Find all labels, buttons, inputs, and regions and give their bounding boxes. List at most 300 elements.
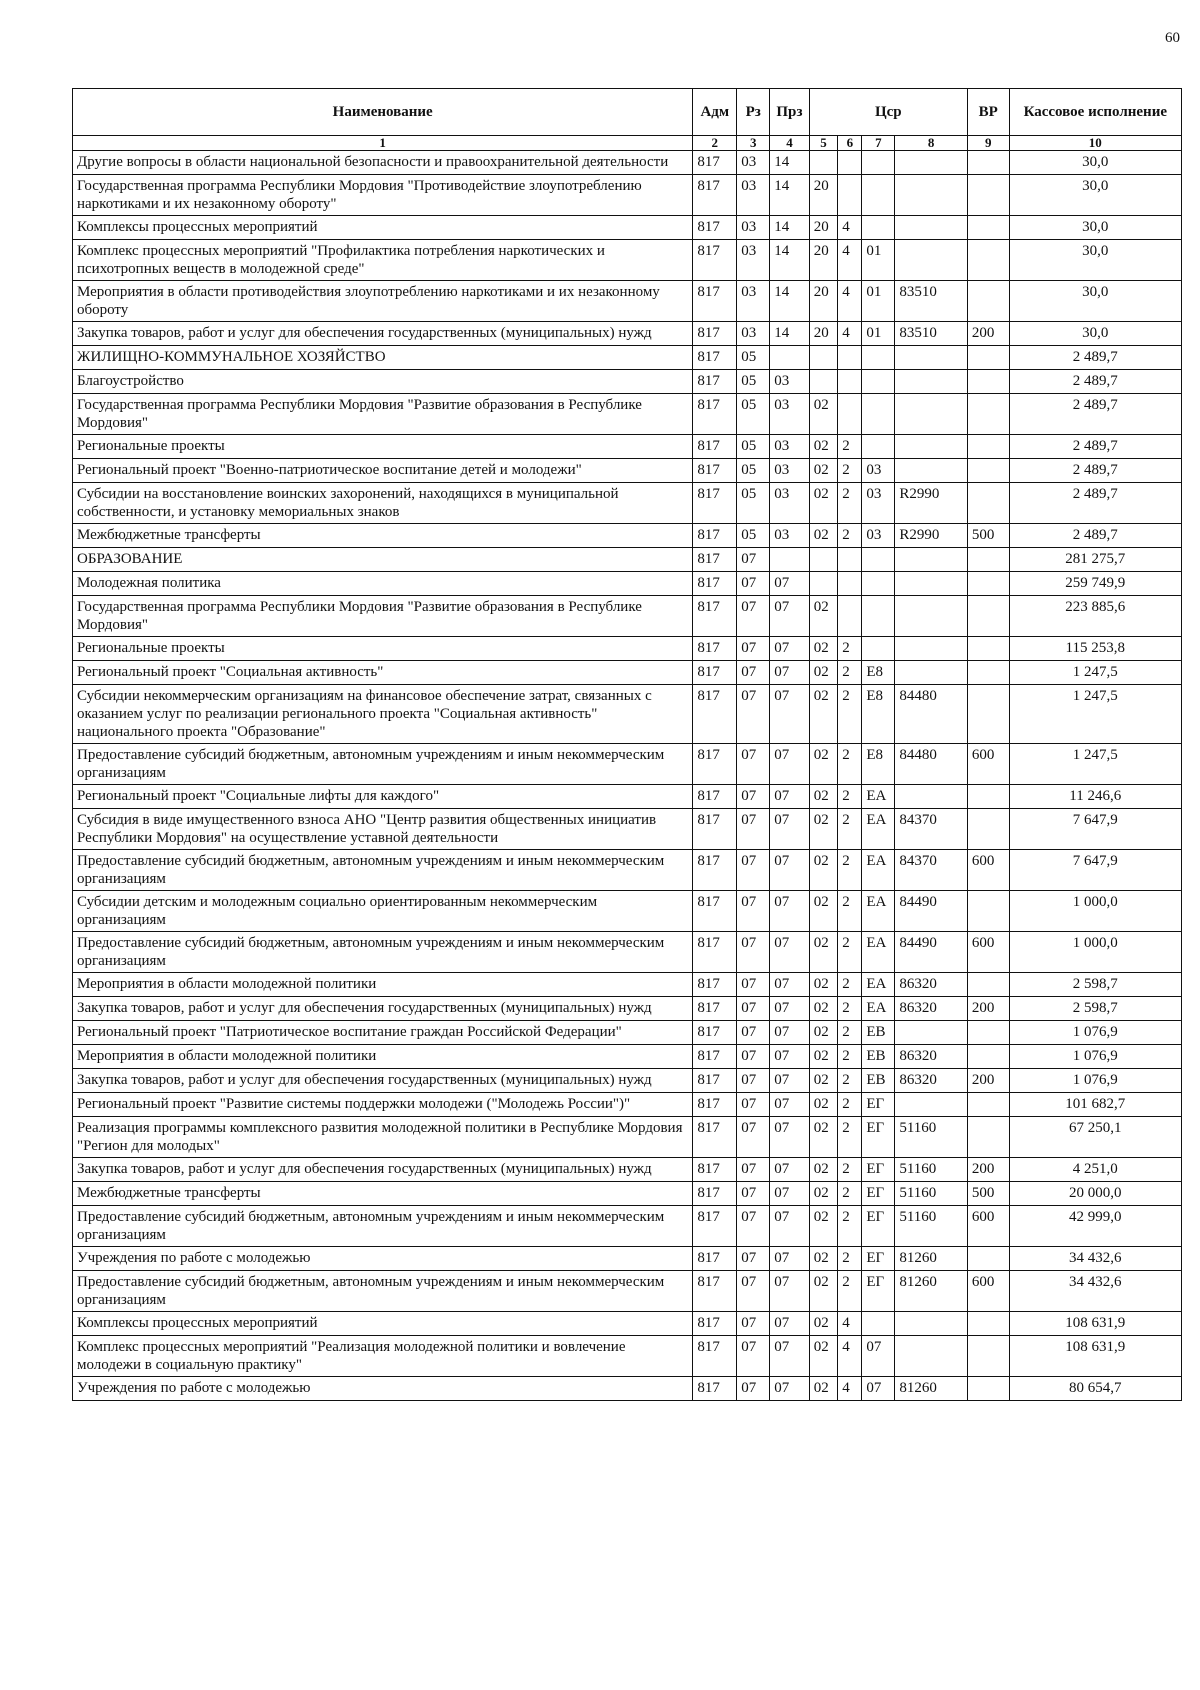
- table-row: [73, 151, 1182, 175]
- cell-amount: 259 749,9: [1009, 572, 1181, 596]
- cell-amount: 1 076,9: [1009, 1069, 1181, 1093]
- cell-name: Предоставление субсидий бюджетным, автономным учреждениям и иным некоммерческим организациям: [73, 1271, 693, 1312]
- cell-adm: 817: [693, 1182, 737, 1206]
- table-row: [73, 1093, 1182, 1117]
- header-execution: Кассовое исполнение: [1009, 89, 1181, 136]
- cell-name: Региональный проект "Социальная активность": [73, 661, 693, 685]
- table-row: [73, 1021, 1182, 1045]
- cell-prz: 03: [770, 394, 810, 435]
- cell-amount: 1 247,5: [1009, 685, 1181, 744]
- cell-tsr-program: 02: [809, 1206, 838, 1247]
- cell-tsr-direction: 81260: [895, 1247, 968, 1271]
- cell-vr: [967, 281, 1009, 322]
- cell-amount: 7 647,9: [1009, 809, 1181, 850]
- cell-tsr-program: 02: [809, 1247, 838, 1271]
- cell-tsr-direction: [895, 596, 968, 637]
- cell-amount: 34 432,6: [1009, 1271, 1181, 1312]
- cell-name: Региональные проекты: [73, 435, 693, 459]
- cell-amount: 223 885,6: [1009, 596, 1181, 637]
- cell-adm: 817: [693, 685, 737, 744]
- cell-prz: 07: [770, 1093, 810, 1117]
- table-row: [73, 1045, 1182, 1069]
- cell-amount: 1 000,0: [1009, 891, 1181, 932]
- cell-tsr-program: 20: [809, 240, 838, 281]
- cell-tsr-project: ЕВ: [862, 1069, 895, 1093]
- table-row: [73, 973, 1182, 997]
- cell-name: Государственная программа Республики Мордовия "Противодействие злоупотреблению наркотиками и их незаконному обороту": [73, 175, 693, 216]
- cell-amount: 2 489,7: [1009, 346, 1181, 370]
- cell-prz: [770, 548, 810, 572]
- cell-tsr-direction: [895, 394, 968, 435]
- cell-tsr-type: 2: [838, 932, 862, 973]
- cell-rz: 07: [737, 1045, 770, 1069]
- cell-adm: 817: [693, 785, 737, 809]
- cell-tsr-direction: [895, 572, 968, 596]
- cell-adm: 817: [693, 322, 737, 346]
- cell-amount: 1 000,0: [1009, 932, 1181, 973]
- cell-adm: 817: [693, 175, 737, 216]
- cell-name: ОБРАЗОВАНИЕ: [73, 548, 693, 572]
- cell-name: Мероприятия в области молодежной политики: [73, 973, 693, 997]
- cell-tsr-project: 01: [862, 322, 895, 346]
- cell-adm: 817: [693, 637, 737, 661]
- cell-name: Закупка товаров, работ и услуг для обеспечения государственных (муниципальных) нужд: [73, 997, 693, 1021]
- cell-amount: 108 631,9: [1009, 1336, 1181, 1377]
- cell-vr: [967, 459, 1009, 483]
- cell-tsr-project: [862, 572, 895, 596]
- cell-vr: [967, 1377, 1009, 1401]
- cell-tsr-direction: [895, 1021, 968, 1045]
- cell-rz: 07: [737, 685, 770, 744]
- cell-tsr-type: 2: [838, 1117, 862, 1158]
- cell-rz: 07: [737, 637, 770, 661]
- table-row: [73, 435, 1182, 459]
- column-number: 10: [1009, 136, 1181, 151]
- table-row: [73, 175, 1182, 216]
- cell-amount: 30,0: [1009, 175, 1181, 216]
- cell-amount: 30,0: [1009, 216, 1181, 240]
- table-row: [73, 1377, 1182, 1401]
- cell-adm: 817: [693, 459, 737, 483]
- cell-vr: [967, 548, 1009, 572]
- cell-name: Субсидия в виде имущественного взноса АНО "Центр развития общественных инициатив Республики Мордовия" на осуществление уставной деятельности: [73, 809, 693, 850]
- cell-vr: [967, 891, 1009, 932]
- cell-vr: 500: [967, 1182, 1009, 1206]
- cell-adm: 817: [693, 1312, 737, 1336]
- cell-adm: 817: [693, 483, 737, 524]
- cell-tsr-type: [838, 346, 862, 370]
- cell-name: Предоставление субсидий бюджетным, автономным учреждениям и иным некоммерческим организациям: [73, 932, 693, 973]
- cell-rz: 07: [737, 1093, 770, 1117]
- cell-name: Региональный проект "Патриотическое воспитание граждан Российской Федерации": [73, 1021, 693, 1045]
- cell-tsr-program: 02: [809, 997, 838, 1021]
- cell-prz: 07: [770, 1377, 810, 1401]
- cell-tsr-direction: [895, 240, 968, 281]
- cell-tsr-direction: [895, 548, 968, 572]
- cell-rz: 07: [737, 1206, 770, 1247]
- table-row: [73, 997, 1182, 1021]
- cell-name: Региональный проект "Социальные лифты для каждого": [73, 785, 693, 809]
- cell-amount: 1 247,5: [1009, 744, 1181, 785]
- cell-amount: 108 631,9: [1009, 1312, 1181, 1336]
- cell-rz: 07: [737, 1377, 770, 1401]
- cell-tsr-program: 02: [809, 1093, 838, 1117]
- cell-tsr-program: 02: [809, 1117, 838, 1158]
- cell-amount: 2 489,7: [1009, 370, 1181, 394]
- cell-tsr-project: ЕГ: [862, 1093, 895, 1117]
- cell-prz: 07: [770, 596, 810, 637]
- cell-rz: 07: [737, 1312, 770, 1336]
- cell-prz: 07: [770, 1158, 810, 1182]
- cell-tsr-type: 2: [838, 891, 862, 932]
- cell-adm: 817: [693, 1377, 737, 1401]
- cell-tsr-project: [862, 1312, 895, 1336]
- page-number: 60: [1165, 30, 1180, 46]
- cell-amount: 67 250,1: [1009, 1117, 1181, 1158]
- table-row: [73, 572, 1182, 596]
- cell-prz: 07: [770, 637, 810, 661]
- cell-prz: 03: [770, 370, 810, 394]
- cell-prz: 07: [770, 785, 810, 809]
- cell-rz: 03: [737, 322, 770, 346]
- cell-adm: 817: [693, 1117, 737, 1158]
- table-row: [73, 785, 1182, 809]
- cell-rz: 07: [737, 596, 770, 637]
- cell-adm: 817: [693, 1247, 737, 1271]
- cell-tsr-program: 20: [809, 322, 838, 346]
- cell-rz: 07: [737, 1158, 770, 1182]
- cell-tsr-program: 02: [809, 685, 838, 744]
- table-row: [73, 850, 1182, 891]
- cell-vr: [967, 661, 1009, 685]
- cell-tsr-project: 01: [862, 240, 895, 281]
- cell-name: Региональный проект "Развитие системы поддержки молодежи ("Молодежь России")": [73, 1093, 693, 1117]
- cell-tsr-type: 4: [838, 1377, 862, 1401]
- cell-vr: 200: [967, 1069, 1009, 1093]
- cell-tsr-program: 02: [809, 1158, 838, 1182]
- cell-prz: 14: [770, 151, 810, 175]
- cell-adm: 817: [693, 973, 737, 997]
- cell-tsr-direction: 84490: [895, 891, 968, 932]
- table-row: [73, 1158, 1182, 1182]
- cell-tsr-project: ЕГ: [862, 1247, 895, 1271]
- cell-tsr-project: 07: [862, 1377, 895, 1401]
- table-row: [73, 322, 1182, 346]
- header-name: Наименование: [73, 89, 693, 136]
- cell-tsr-project: 03: [862, 483, 895, 524]
- cell-tsr-project: ЕВ: [862, 1045, 895, 1069]
- cell-amount: 281 275,7: [1009, 548, 1181, 572]
- cell-prz: [770, 346, 810, 370]
- cell-vr: [967, 809, 1009, 850]
- cell-rz: 07: [737, 1117, 770, 1158]
- cell-tsr-project: 01: [862, 281, 895, 322]
- cell-tsr-project: ЕА: [862, 891, 895, 932]
- cell-rz: 05: [737, 346, 770, 370]
- cell-name: Предоставление субсидий бюджетным, автономным учреждениям и иным некоммерческим организациям: [73, 850, 693, 891]
- cell-tsr-type: 2: [838, 997, 862, 1021]
- header-tsr: Цср: [809, 89, 967, 136]
- cell-rz: 07: [737, 850, 770, 891]
- cell-tsr-direction: 86320: [895, 1045, 968, 1069]
- cell-tsr-type: [838, 370, 862, 394]
- cell-adm: 817: [693, 997, 737, 1021]
- cell-vr: [967, 151, 1009, 175]
- cell-prz: 14: [770, 216, 810, 240]
- cell-tsr-direction: 81260: [895, 1271, 968, 1312]
- cell-rz: 07: [737, 997, 770, 1021]
- table-row: [73, 459, 1182, 483]
- cell-tsr-type: [838, 151, 862, 175]
- cell-tsr-direction: [895, 637, 968, 661]
- cell-vr: [967, 685, 1009, 744]
- cell-name: Учреждения по работе с молодежью: [73, 1377, 693, 1401]
- table-row: [73, 1117, 1182, 1158]
- cell-rz: 07: [737, 744, 770, 785]
- cell-tsr-program: 02: [809, 1045, 838, 1069]
- cell-adm: 817: [693, 346, 737, 370]
- cell-tsr-direction: 84370: [895, 809, 968, 850]
- cell-prz: 07: [770, 1069, 810, 1093]
- cell-adm: 817: [693, 661, 737, 685]
- cell-tsr-project: ЕГ: [862, 1182, 895, 1206]
- table-row: [73, 1182, 1182, 1206]
- cell-rz: 07: [737, 932, 770, 973]
- cell-tsr-type: 4: [838, 1312, 862, 1336]
- column-number: 3: [737, 136, 770, 151]
- cell-tsr-program: 02: [809, 973, 838, 997]
- table-row: [73, 483, 1182, 524]
- cell-amount: 1 247,5: [1009, 661, 1181, 685]
- cell-vr: 200: [967, 1158, 1009, 1182]
- cell-tsr-program: 02: [809, 785, 838, 809]
- cell-tsr-project: ЕА: [862, 932, 895, 973]
- cell-tsr-program: [809, 151, 838, 175]
- cell-name: Закупка товаров, работ и услуг для обеспечения государственных (муниципальных) нужд: [73, 322, 693, 346]
- cell-amount: 1 076,9: [1009, 1045, 1181, 1069]
- cell-vr: [967, 1247, 1009, 1271]
- cell-amount: 2 489,7: [1009, 459, 1181, 483]
- cell-tsr-type: 2: [838, 1093, 862, 1117]
- cell-tsr-direction: [895, 459, 968, 483]
- cell-tsr-project: ЕГ: [862, 1158, 895, 1182]
- table-row: [73, 1069, 1182, 1093]
- budget-execution-table: [72, 88, 1182, 1401]
- cell-name: Субсидии детским и молодежным социально ориентированным некоммерческим организациям: [73, 891, 693, 932]
- table-row: [73, 370, 1182, 394]
- cell-rz: 03: [737, 151, 770, 175]
- cell-tsr-direction: R2990: [895, 524, 968, 548]
- cell-prz: 07: [770, 1247, 810, 1271]
- cell-name: Реализация программы комплексного развития молодежной политики в Республике Мордовия "Регион для молодых": [73, 1117, 693, 1158]
- cell-tsr-program: 02: [809, 394, 838, 435]
- cell-tsr-type: [838, 548, 862, 572]
- cell-name: Предоставление субсидий бюджетным, автономным учреждениям и иным некоммерческим организациям: [73, 744, 693, 785]
- cell-tsr-type: [838, 175, 862, 216]
- cell-tsr-type: 2: [838, 483, 862, 524]
- table-row: [73, 548, 1182, 572]
- cell-tsr-project: [862, 435, 895, 459]
- cell-amount: 30,0: [1009, 151, 1181, 175]
- column-number: 2: [693, 136, 737, 151]
- cell-rz: 07: [737, 809, 770, 850]
- cell-prz: 07: [770, 1312, 810, 1336]
- cell-rz: 05: [737, 483, 770, 524]
- column-number: 4: [770, 136, 810, 151]
- cell-prz: 03: [770, 459, 810, 483]
- cell-name: Закупка товаров, работ и услуг для обеспечения государственных (муниципальных) нужд: [73, 1069, 693, 1093]
- cell-tsr-type: [838, 572, 862, 596]
- cell-adm: 817: [693, 1336, 737, 1377]
- cell-tsr-type: 2: [838, 1271, 862, 1312]
- cell-tsr-project: ЕА: [862, 785, 895, 809]
- column-number: 5: [809, 136, 838, 151]
- column-number: 6: [838, 136, 862, 151]
- table-row: [73, 1271, 1182, 1312]
- cell-tsr-type: 2: [838, 1021, 862, 1045]
- cell-tsr-direction: 86320: [895, 1069, 968, 1093]
- cell-tsr-type: 4: [838, 1336, 862, 1377]
- cell-tsr-project: ЕГ: [862, 1271, 895, 1312]
- cell-tsr-direction: [895, 661, 968, 685]
- cell-name: Предоставление субсидий бюджетным, автономным учреждениям и иным некоммерческим организациям: [73, 1206, 693, 1247]
- cell-tsr-type: [838, 394, 862, 435]
- cell-tsr-program: 02: [809, 637, 838, 661]
- cell-vr: [967, 394, 1009, 435]
- cell-adm: 817: [693, 1093, 737, 1117]
- cell-tsr-project: Е8: [862, 685, 895, 744]
- cell-vr: [967, 216, 1009, 240]
- cell-tsr-program: 02: [809, 1069, 838, 1093]
- cell-tsr-direction: [895, 216, 968, 240]
- cell-tsr-program: 20: [809, 175, 838, 216]
- cell-amount: 20 000,0: [1009, 1182, 1181, 1206]
- cell-name: Мероприятия в области противодействия злоупотреблению наркотиками и их незаконному обороту: [73, 281, 693, 322]
- cell-vr: [967, 435, 1009, 459]
- cell-amount: 80 654,7: [1009, 1377, 1181, 1401]
- cell-tsr-program: 02: [809, 809, 838, 850]
- cell-prz: 07: [770, 1206, 810, 1247]
- cell-tsr-program: 02: [809, 1312, 838, 1336]
- table-row: [73, 637, 1182, 661]
- cell-tsr-type: 2: [838, 524, 862, 548]
- cell-prz: 07: [770, 685, 810, 744]
- cell-adm: 817: [693, 1021, 737, 1045]
- cell-prz: 07: [770, 932, 810, 973]
- cell-tsr-type: 2: [838, 1182, 862, 1206]
- cell-rz: 07: [737, 1182, 770, 1206]
- cell-tsr-type: 4: [838, 281, 862, 322]
- cell-prz: 07: [770, 809, 810, 850]
- table-row: [73, 661, 1182, 685]
- cell-amount: 2 489,7: [1009, 435, 1181, 459]
- cell-tsr-project: [862, 370, 895, 394]
- cell-name: Комплекс процессных мероприятий "Профилактика потребления наркотических и психотропных веществ в молодежной среде": [73, 240, 693, 281]
- cell-tsr-direction: [895, 1312, 968, 1336]
- cell-amount: 4 251,0: [1009, 1158, 1181, 1182]
- cell-prz: 14: [770, 240, 810, 281]
- cell-rz: 05: [737, 394, 770, 435]
- cell-amount: 2 598,7: [1009, 973, 1181, 997]
- cell-tsr-direction: 51160: [895, 1158, 968, 1182]
- cell-name: Учреждения по работе с молодежью: [73, 1247, 693, 1271]
- cell-tsr-program: 02: [809, 1271, 838, 1312]
- cell-tsr-project: [862, 637, 895, 661]
- cell-tsr-project: [862, 394, 895, 435]
- table-header-row: [73, 89, 1182, 136]
- cell-tsr-direction: 83510: [895, 281, 968, 322]
- cell-vr: [967, 572, 1009, 596]
- cell-prz: 14: [770, 322, 810, 346]
- cell-name: Комплексы процессных мероприятий: [73, 1312, 693, 1336]
- cell-vr: [967, 370, 1009, 394]
- cell-prz: 07: [770, 973, 810, 997]
- cell-adm: 817: [693, 548, 737, 572]
- cell-tsr-program: 20: [809, 281, 838, 322]
- cell-name: ЖИЛИЩНО-КОММУНАЛЬНОЕ ХОЗЯЙСТВО: [73, 346, 693, 370]
- cell-prz: 07: [770, 744, 810, 785]
- cell-adm: 817: [693, 435, 737, 459]
- cell-amount: 30,0: [1009, 322, 1181, 346]
- cell-name: Региональные проекты: [73, 637, 693, 661]
- cell-tsr-type: 2: [838, 1158, 862, 1182]
- cell-tsr-direction: [895, 785, 968, 809]
- column-number: 8: [895, 136, 968, 151]
- cell-tsr-program: [809, 572, 838, 596]
- cell-adm: 817: [693, 1206, 737, 1247]
- cell-vr: 600: [967, 932, 1009, 973]
- cell-tsr-program: 02: [809, 1182, 838, 1206]
- cell-tsr-direction: R2990: [895, 483, 968, 524]
- cell-tsr-direction: 51160: [895, 1117, 968, 1158]
- cell-tsr-program: 02: [809, 483, 838, 524]
- cell-tsr-type: 2: [838, 661, 862, 685]
- cell-rz: 07: [737, 1271, 770, 1312]
- cell-rz: 07: [737, 891, 770, 932]
- cell-adm: 817: [693, 394, 737, 435]
- cell-amount: 2 598,7: [1009, 997, 1181, 1021]
- cell-tsr-direction: 84370: [895, 850, 968, 891]
- cell-amount: 30,0: [1009, 240, 1181, 281]
- cell-tsr-direction: 86320: [895, 997, 968, 1021]
- cell-tsr-type: 2: [838, 637, 862, 661]
- cell-vr: [967, 1312, 1009, 1336]
- cell-name: Субсидии на восстановление воинских захоронений, находящихся в муниципальной собственности, и установку мемориальных знаков: [73, 483, 693, 524]
- cell-tsr-project: [862, 548, 895, 572]
- cell-tsr-project: [862, 216, 895, 240]
- cell-tsr-direction: 81260: [895, 1377, 968, 1401]
- table-row: [73, 1336, 1182, 1377]
- table-row: [73, 1206, 1182, 1247]
- cell-tsr-project: ЕГ: [862, 1117, 895, 1158]
- cell-tsr-project: [862, 175, 895, 216]
- cell-vr: [967, 1117, 1009, 1158]
- cell-prz: 03: [770, 524, 810, 548]
- cell-prz: 07: [770, 572, 810, 596]
- cell-tsr-type: 2: [838, 785, 862, 809]
- cell-tsr-program: 20: [809, 216, 838, 240]
- cell-name: Региональный проект "Военно-патриотическое воспитание детей и молодежи": [73, 459, 693, 483]
- header-vr: ВР: [967, 89, 1009, 136]
- cell-adm: 817: [693, 240, 737, 281]
- cell-vr: 500: [967, 524, 1009, 548]
- cell-tsr-project: ЕА: [862, 973, 895, 997]
- cell-rz: 03: [737, 240, 770, 281]
- table-row: [73, 891, 1182, 932]
- table-row: [73, 744, 1182, 785]
- table-row: [73, 1312, 1182, 1336]
- cell-tsr-type: 2: [838, 685, 862, 744]
